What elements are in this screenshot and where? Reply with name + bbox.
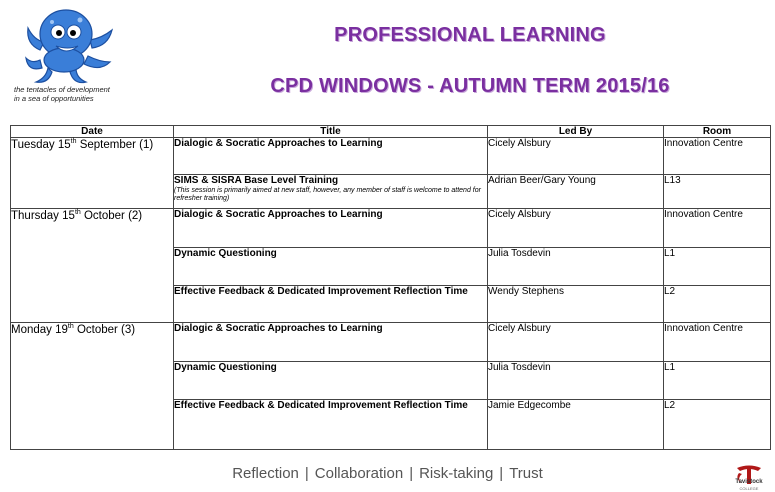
table-header-row xyxy=(11,126,771,138)
brand-subtitle: COLLEGE xyxy=(739,486,759,491)
header-title: Title xyxy=(174,126,488,138)
table-row xyxy=(11,209,771,248)
separator: | xyxy=(409,465,414,482)
session-note: (This session is primarily aimed at new staff, however, any member of staff is welcome to attend for refresher training) xyxy=(174,187,481,202)
tagline xyxy=(14,85,124,103)
cpd-schedule-table xyxy=(10,125,771,450)
separator: | xyxy=(304,465,309,482)
value-risk-taking: Risk-taking xyxy=(419,465,494,482)
session-leader: Julia Tosdevin xyxy=(488,362,664,400)
footer-values xyxy=(0,465,775,482)
brand-name: Tavistock xyxy=(735,479,763,485)
session-leader: Cicely Alsbury xyxy=(488,323,664,362)
header-led-by: Led By xyxy=(488,126,664,138)
value-collaboration: Collaboration xyxy=(314,465,404,482)
session-leader: Jamie Edgecombe xyxy=(488,400,664,450)
value-reflection: Reflection xyxy=(232,465,299,482)
date-cell: Monday 19th October (3) xyxy=(11,323,174,450)
page-subtitle: CPD WINDOWS - AUTUMN TERM 2015/16 xyxy=(270,75,670,97)
tagline-line1: the tentacles of development xyxy=(14,85,110,94)
table-row xyxy=(11,138,771,175)
session-title: Dynamic Questioning xyxy=(174,248,488,286)
session-leader: Adrian Beer/Gary Young xyxy=(488,175,664,209)
tagline-line2: in a sea of opportunities xyxy=(14,94,94,103)
session-leader: Cicely Alsbury xyxy=(488,209,664,248)
table-row xyxy=(11,323,771,362)
session-room: L1 xyxy=(664,362,771,400)
session-title: Dialogic & Socratic Approaches to Learning xyxy=(174,138,488,175)
session-room: Innovation Centre xyxy=(664,138,771,175)
octopus-logo-icon xyxy=(22,6,122,86)
session-leader: Julia Tosdevin xyxy=(488,248,664,286)
separator: | xyxy=(499,465,504,482)
session-title: SIMS & SISRA Base Level Training (This session is primarily aimed at new staff, however, any member of staff is welcome to attend for refresher training) xyxy=(174,175,488,209)
page-title: PROFESSIONAL LEARNING xyxy=(334,24,606,46)
session-title: Effective Feedback & Dedicated Improvement Reflection Time xyxy=(174,400,488,450)
value-trust: Trust xyxy=(509,465,543,482)
date-cell: Thursday 15th October (2) xyxy=(11,209,174,323)
session-room: L2 xyxy=(664,400,771,450)
session-room: Innovation Centre xyxy=(664,323,771,362)
header-date: Date xyxy=(11,126,174,138)
date-cell: Tuesday 15th September (1) xyxy=(11,138,174,209)
session-title: Dynamic Questioning xyxy=(174,362,488,400)
session-title: Dialogic & Socratic Approaches to Learning xyxy=(174,209,488,248)
session-title: Effective Feedback & Dedicated Improvement Reflection Time xyxy=(174,286,488,323)
session-room: L13 xyxy=(664,175,771,209)
session-leader: Cicely Alsbury xyxy=(488,138,664,175)
session-room: Innovation Centre xyxy=(664,209,771,248)
session-leader: Wendy Stephens xyxy=(488,286,664,323)
session-title: Dialogic & Socratic Approaches to Learning xyxy=(174,323,488,362)
session-room: L2 xyxy=(664,286,771,323)
header-room: Room xyxy=(664,126,771,138)
session-room: L1 xyxy=(664,248,771,286)
